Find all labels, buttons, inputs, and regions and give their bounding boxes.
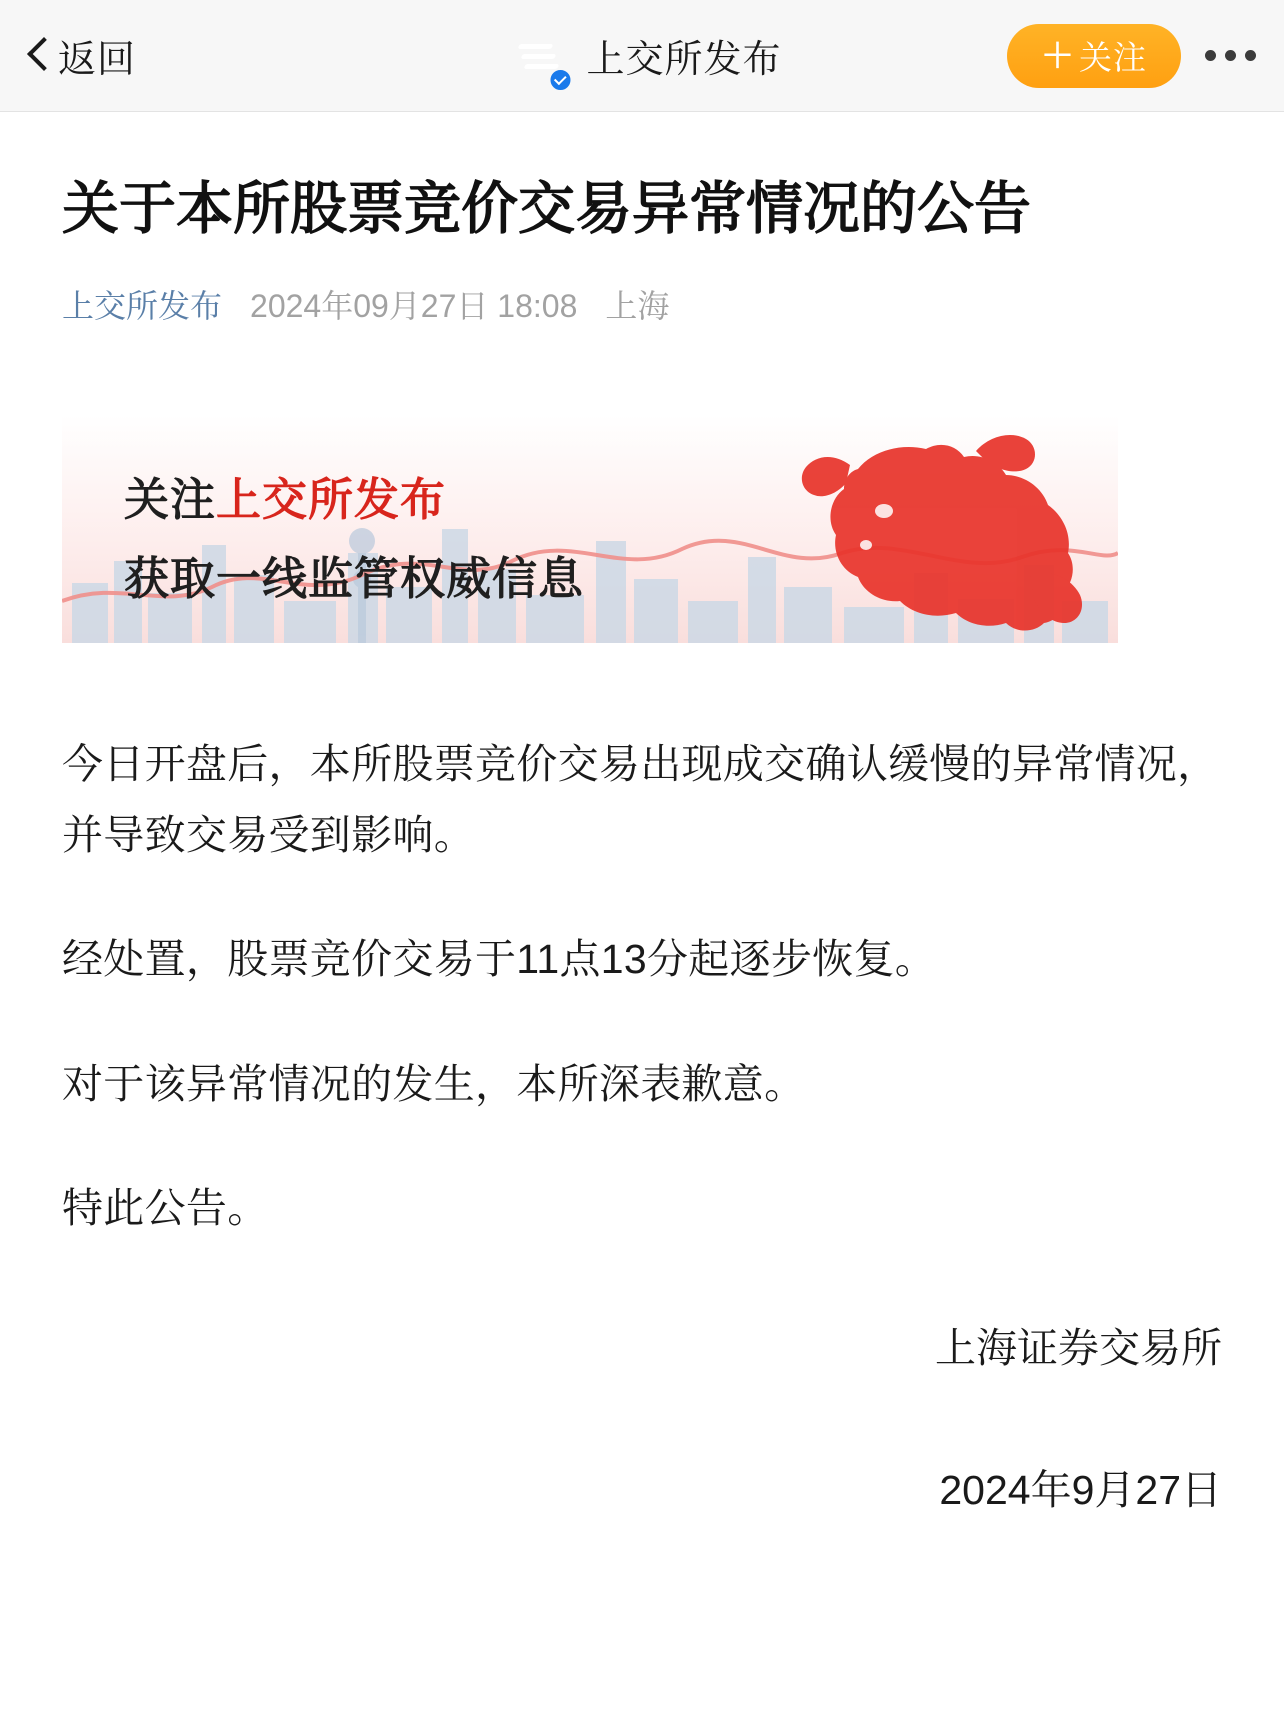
follow-button[interactable]: [1007, 24, 1181, 88]
back-button[interactable]: [26, 28, 136, 83]
article-paragraph: 今日开盘后，本所股票竞价交易出现成交确认缓慢的异常情况，并导致交易受到影响。: [62, 741, 1219, 858]
top-navigation-bar: [0, 0, 1284, 112]
article-source[interactable]: 上交所发布: [62, 288, 223, 325]
account-header[interactable]: [502, 22, 781, 90]
bull-illustration-icon: [780, 423, 1100, 638]
banner-line2: 获取一线监管权威信息: [124, 553, 585, 605]
signature-organization: 上海证券交易所: [935, 1324, 1222, 1371]
follow-button-label: 关注: [1079, 39, 1147, 76]
article-paragraph: 经处置，股票竞价交易于11点13分起逐步恢复。: [62, 936, 937, 983]
signature-date: 2024年9月27日: [939, 1466, 1222, 1513]
account-name: 上交所发布: [586, 39, 782, 81]
banner-line1-prefix: 关注: [124, 474, 217, 526]
article-timestamp: 2024年09月27日 18:08: [250, 288, 578, 325]
more-options-icon[interactable]: [1203, 40, 1258, 71]
nav-actions: [1007, 24, 1258, 88]
avatar: [502, 22, 570, 90]
back-button-label: 返回: [58, 39, 137, 81]
chevron-left-icon: [26, 35, 52, 77]
article-signature: [62, 1314, 1222, 1525]
page-title: 关于本所股票竞价交易异常情况的公告: [62, 177, 1031, 241]
article-location: 上海: [605, 288, 670, 325]
article-meta: [62, 281, 1222, 327]
article-paragraph: 对于该异常情况的发生，本所深表歉意。: [62, 1060, 806, 1107]
verified-badge-icon: [548, 68, 572, 92]
article-paragraph: 特此公告。: [62, 1185, 269, 1232]
banner-text: [124, 463, 584, 607]
article-body: [62, 729, 1222, 1244]
banner-line1-highlight: 上交所发布: [216, 474, 447, 526]
promo-banner-image: [62, 415, 1118, 643]
article-container: [0, 112, 1284, 1525]
plus-icon: ＋: [1041, 37, 1075, 74]
